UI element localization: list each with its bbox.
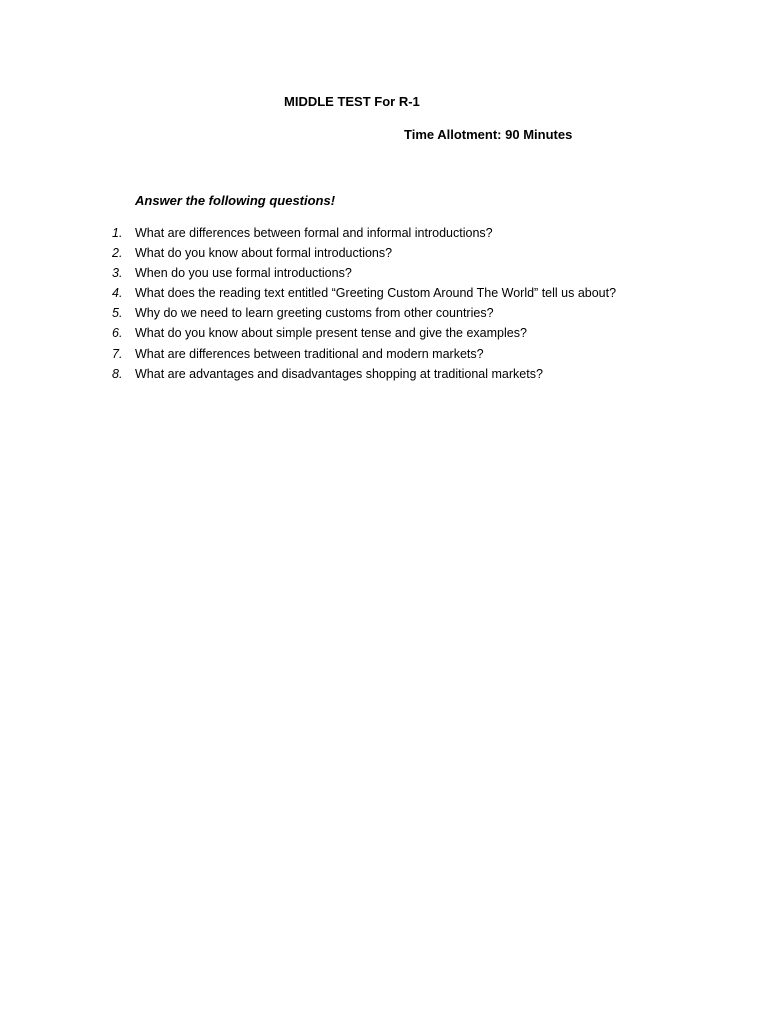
question-number: 6. — [112, 326, 123, 341]
question-text: What do you know about simple present tense and give the examples? — [135, 326, 527, 341]
question-number: 8. — [112, 366, 123, 381]
question-number: 2. — [112, 246, 123, 261]
question-number: 1. — [112, 226, 123, 240]
instruction-text: Answer the following questions! — [135, 193, 336, 208]
question-text: Why do we need to learn greeting customs from other countries? — [135, 306, 494, 321]
question-number: 5. — [112, 306, 123, 321]
question-text: What are advantages and disadvantages shopping at traditional markets? — [135, 366, 543, 381]
question-number: 4. — [112, 286, 123, 301]
test-title: MIDDLE TEST For R-1 — [284, 94, 420, 109]
time-allotment: Time Allotment: 90 Minutes — [404, 127, 573, 142]
question-number: 7. — [112, 346, 123, 361]
question-text: What does the reading text entitled “Greeting Custom Around The World” tell us about? — [135, 286, 617, 301]
question-number: 3. — [112, 266, 123, 281]
question-text: What do you know about formal introductions? — [135, 246, 393, 261]
question-text: When do you use formal introductions? — [135, 266, 352, 281]
question-text: What are differences between formal and informal introductions? — [135, 226, 493, 240]
question-text: What are differences between traditional and modern markets? — [135, 346, 484, 361]
